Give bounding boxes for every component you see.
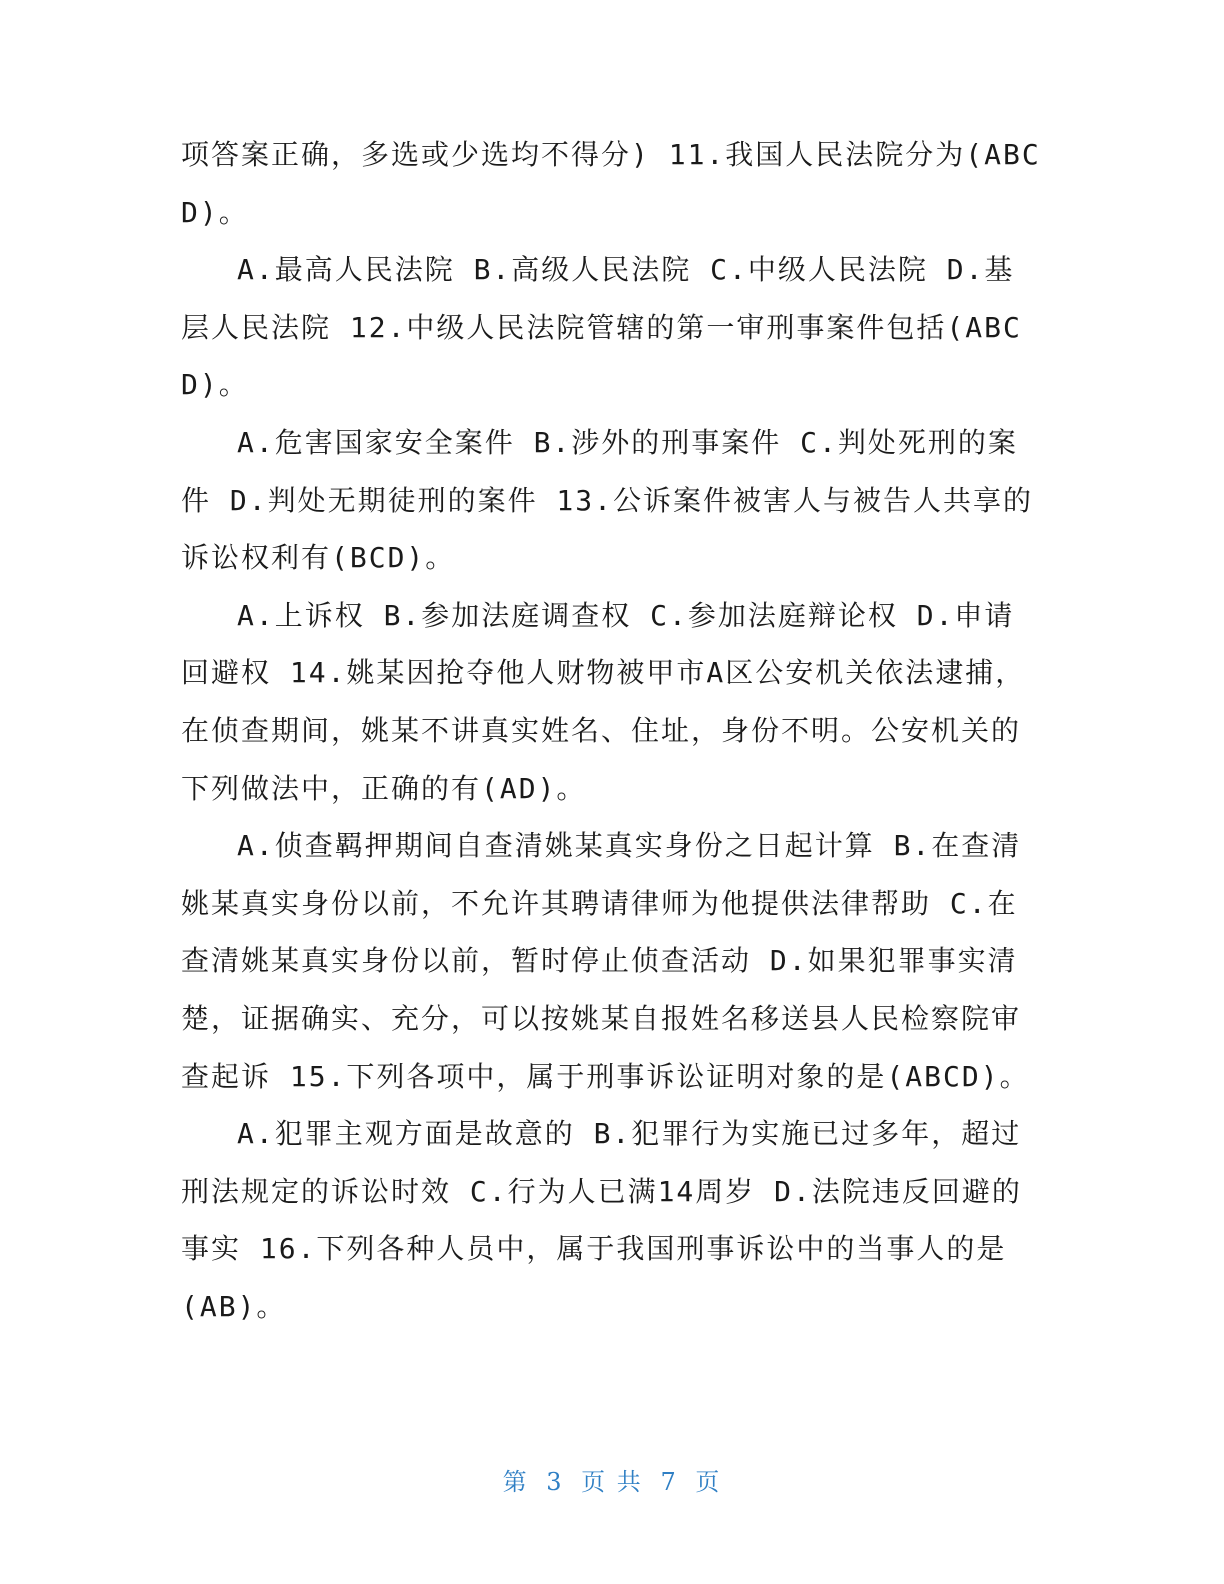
- document-body: [181, 126, 1041, 1335]
- footer-total-pages: 7: [660, 1468, 678, 1496]
- page-footer: [0, 1462, 1224, 1497]
- paragraph-3: A.危害国家安全案件 B.涉外的刑事案件 C.判处死刑的案件 D.判处无期徒刑的案件 13.公诉案件被害人与被告人共享的诉讼权利有(BCD)。: [181, 425, 1034, 575]
- paragraph-4: A.上诉权 B.参加法庭调查权 C.参加法庭辩论权 D.申请回避权 14.姚某因抢夺他人财物被甲市A区公安机关依法逮捕，在侦查期间，姚某不讲真实姓名、住址，身份不明。公安机关的下列做法中，正确的有(AD)。: [181, 598, 1026, 805]
- footer-prefix: 第: [502, 1468, 529, 1496]
- footer-current-page: 3: [546, 1468, 564, 1496]
- footer-suffix: 页: [695, 1468, 722, 1496]
- paragraph-1: 项答案正确，多选或少选均不得分) 11.我国人民法院分为(ABCD)。: [181, 138, 1041, 229]
- paragraph-2: A.最高人民法院 B.高级人民法院 C.中级人民法院 D.基层人民法院 12.中级人民法院管辖的第一审刑事案件包括(ABCD)。: [181, 253, 1022, 402]
- footer-middle: 页 共: [581, 1468, 643, 1496]
- paragraph-6: A.犯罪主观方面是故意的 B.犯罪行为实施已过多年，超过刑法规定的诉讼时效 C.行为人已满14周岁 D.法院违反回避的事实 16.下列各种人员中，属于我国刑事诉讼中的当事人的是(AB)。: [181, 1117, 1022, 1323]
- paragraph-5: A.侦查羁押期间自查清姚某真实身份之日起计算 B.在查清姚某真实身份以前，不允许其聘请律师为他提供法律帮助 C.在查清姚某真实身份以前，暂时停止侦查活动 D.如果犯罪事实清楚，证据确实、充分，可以按姚某自报姓名移送县人民检察院审查起诉 15.下列各项中，属于刑事诉讼证明对象的是(ABCD)。: [181, 829, 1030, 1093]
